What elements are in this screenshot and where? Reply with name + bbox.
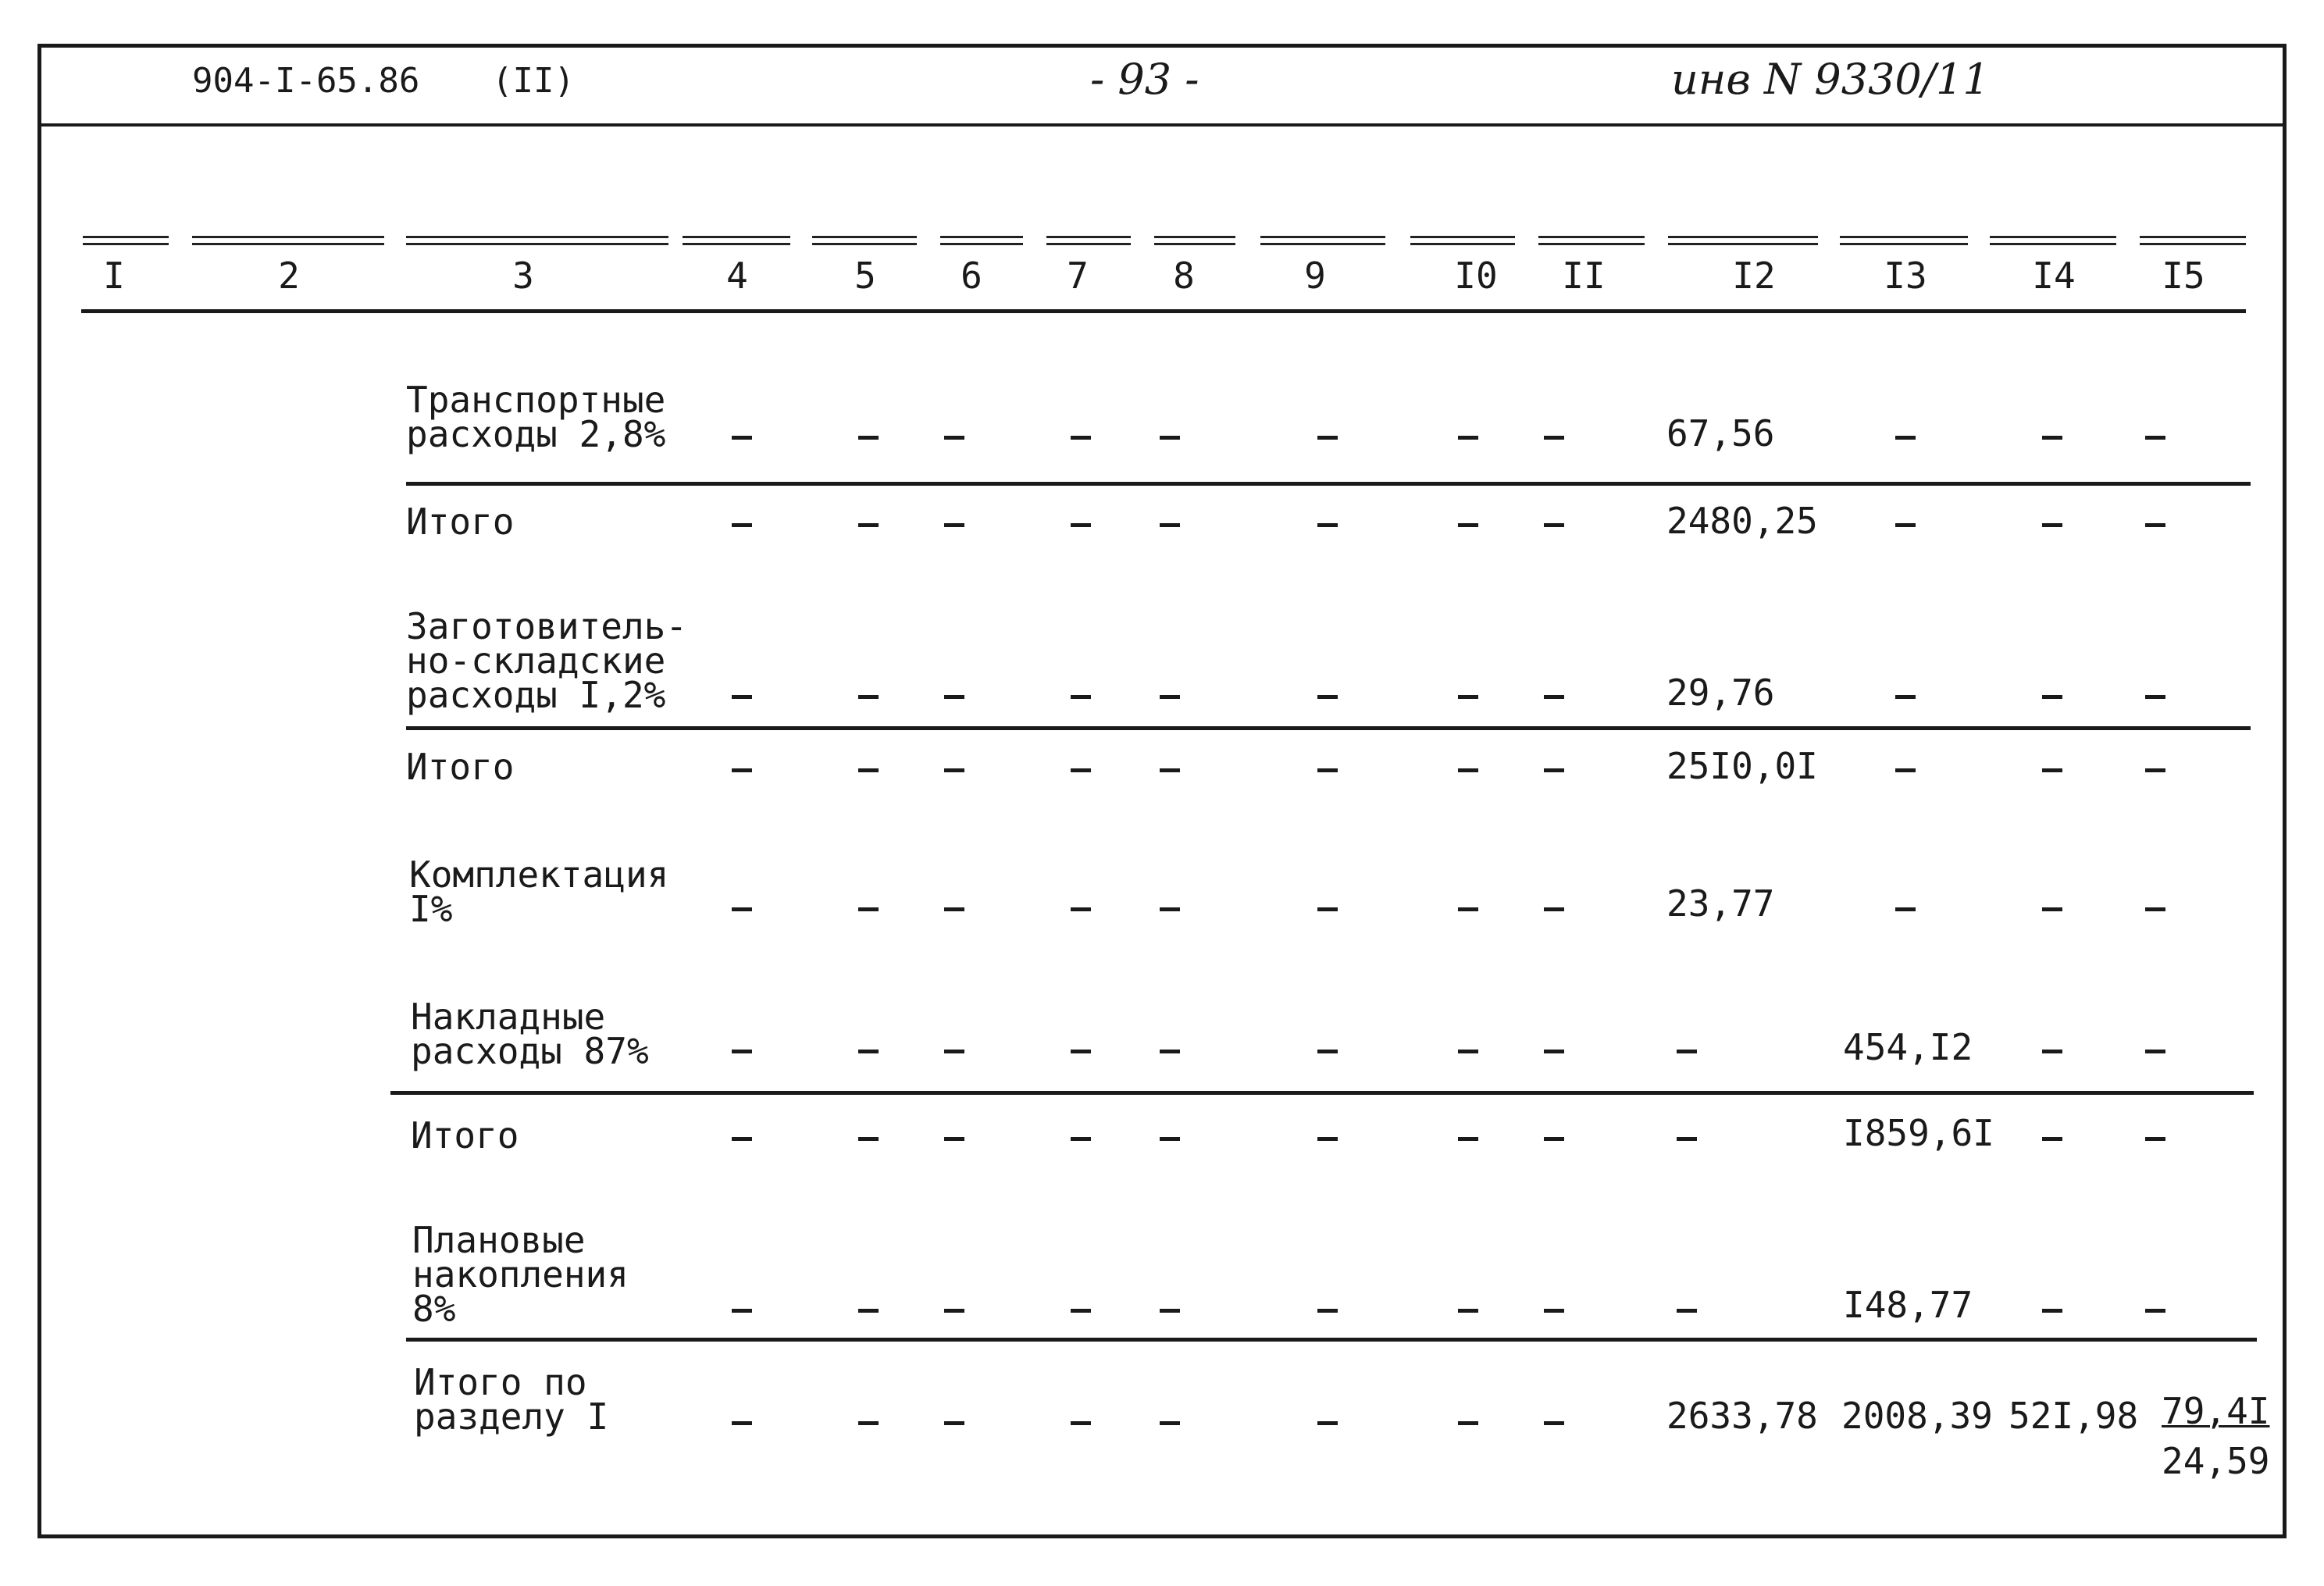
empty-cell-dash [1317,1137,1338,1141]
empty-cell-dash [1458,1137,1478,1141]
empty-cell-dash [1160,695,1180,699]
empty-cell-dash [1458,523,1478,527]
column-rule [1668,236,1818,245]
empty-cell-dash [2042,1050,2062,1053]
empty-cell-dash [1544,523,1564,527]
empty-cell-dash [1071,1309,1091,1313]
empty-cell-dash [732,907,752,911]
doc-part: (II) [492,61,575,101]
empty-cell-dash [1317,1050,1338,1053]
empty-cell-dash [2145,1137,2165,1141]
empty-cell-dash [1895,436,1916,440]
empty-cell-dash [858,1050,879,1053]
empty-cell-dash [1071,907,1091,911]
empty-cell-dash [1317,768,1338,772]
empty-cell-dash [1071,523,1091,527]
empty-cell-dash [1458,436,1478,440]
empty-cell-dash [858,768,879,772]
column-number: 8 [1173,255,1195,297]
empty-cell-dash [1458,1421,1478,1425]
doc-code: 904-I-65.86 [192,61,420,101]
column-number: II [1562,255,1606,297]
empty-cell-dash [1160,1137,1180,1141]
row-label: Итого [406,746,515,788]
empty-cell-dash [732,523,752,527]
empty-cell-dash [732,1421,752,1425]
empty-cell-dash [1677,1050,1697,1053]
empty-cell-dash [1317,1309,1338,1313]
empty-cell-dash [1317,436,1338,440]
row-label: Транспортные расходы 2,8% [406,379,666,455]
cell-col12: 2480,25 [1666,500,1818,542]
empty-cell-dash [1071,1421,1091,1425]
empty-cell-dash [858,436,879,440]
row-label: Заготовитель- но-складские расходы I,2% [406,605,688,716]
column-number: I4 [2032,255,2076,297]
empty-cell-dash [2042,436,2062,440]
empty-cell-dash [944,907,964,911]
column-rule [2140,236,2246,245]
row-label: Комплектация I% [409,854,669,930]
column-rule [812,236,917,245]
empty-cell-dash [858,523,879,527]
empty-cell-dash [1895,907,1916,911]
column-number: 5 [854,255,876,297]
empty-cell-dash [858,1309,879,1313]
column-number: I0 [1454,255,1498,297]
empty-cell-dash [1071,695,1091,699]
column-rule [406,236,668,245]
empty-cell-dash [1677,1137,1697,1141]
empty-cell-dash [2145,695,2165,699]
cell-col12: 67,56 [1666,412,1775,454]
empty-cell-dash [732,1137,752,1141]
empty-cell-dash [1317,523,1338,527]
row-label: Итого по разделу I [414,1361,609,1438]
column-rule [1046,236,1131,245]
column-number: 2 [278,255,300,297]
empty-cell-dash [944,436,964,440]
empty-cell-dash [1160,436,1180,440]
cell-col13: I859,6I [1843,1112,1994,1154]
empty-cell-dash [1458,695,1478,699]
empty-cell-dash [2042,523,2062,527]
column-number: 3 [512,255,534,297]
empty-cell-dash [2145,768,2165,772]
empty-cell-dash [1544,1421,1564,1425]
empty-cell-dash [2145,1050,2165,1053]
empty-cell-dash [858,907,879,911]
empty-cell-dash [1317,907,1338,911]
empty-cell-dash [2042,768,2062,772]
column-rule [683,236,790,245]
empty-cell-dash [944,695,964,699]
column-rule [192,236,384,245]
empty-cell-dash [944,1421,964,1425]
column-rule [1990,236,2116,245]
empty-cell-dash [1544,1137,1564,1141]
page-number: - 93 - [1090,55,1199,104]
empty-cell-dash [1544,1309,1564,1313]
empty-cell-dash [732,695,752,699]
cell-col12: 25I0,0I [1666,745,1818,787]
empty-cell-dash [1544,907,1564,911]
inventory-number: инв N 9330/11 [1671,55,1990,104]
empty-cell-dash [1160,1421,1180,1425]
empty-cell-dash [2145,1309,2165,1313]
row-label: Плановые накопления 8% [412,1219,629,1330]
empty-cell-dash [1544,436,1564,440]
empty-cell-dash [1544,695,1564,699]
empty-cell-dash [1160,523,1180,527]
row-label: Итого [411,1114,519,1157]
empty-cell-dash [1071,436,1091,440]
empty-cell-dash [858,1421,879,1425]
column-rule [1154,236,1235,245]
column-header-rule [81,309,2246,313]
empty-cell-dash [1071,1137,1091,1141]
empty-cell-dash [858,1137,879,1141]
row-label: Итого [406,501,515,543]
row-divider [406,1338,2257,1342]
column-rule [1538,236,1645,245]
cell-col13-total: 2008,39 [1841,1395,1993,1437]
empty-cell-dash [1895,768,1916,772]
empty-cell-dash [1895,523,1916,527]
cell-col15-denominator: 24,59 [2162,1440,2270,1482]
cell-col14-total: 52I,98 [2009,1395,2139,1437]
empty-cell-dash [2145,907,2165,911]
empty-cell-dash [732,1050,752,1053]
empty-cell-dash [1458,1309,1478,1313]
empty-cell-dash [732,768,752,772]
cell-col15-numerator: 79,4I [2162,1390,2270,1432]
empty-cell-dash [2042,1137,2062,1141]
row-label: Накладные расходы 87% [411,996,649,1072]
empty-cell-dash [732,1309,752,1313]
column-rule [940,236,1023,245]
column-number: I2 [1732,255,1776,297]
empty-cell-dash [1458,768,1478,772]
empty-cell-dash [1317,695,1338,699]
empty-cell-dash [1160,768,1180,772]
column-number: I3 [1884,255,1927,297]
empty-cell-dash [2042,695,2062,699]
header-divider [37,123,2287,127]
row-divider [390,1091,2254,1095]
empty-cell-dash [944,768,964,772]
empty-cell-dash [944,1050,964,1053]
column-number: I5 [2162,255,2205,297]
empty-cell-dash [858,695,879,699]
cell-col12-total: 2633,78 [1666,1395,1818,1437]
empty-cell-dash [1895,695,1916,699]
empty-cell-dash [944,1309,964,1313]
empty-cell-dash [732,436,752,440]
empty-cell-dash [2145,523,2165,527]
empty-cell-dash [1458,1050,1478,1053]
empty-cell-dash [1677,1309,1697,1313]
empty-cell-dash [1160,1309,1180,1313]
cell-col12: 23,77 [1666,882,1775,925]
column-number: I [103,255,125,297]
empty-cell-dash [1458,907,1478,911]
column-rule [83,236,169,245]
column-number: 6 [961,255,982,297]
empty-cell-dash [1160,1050,1180,1053]
empty-cell-dash [944,1137,964,1141]
column-rule [1410,236,1515,245]
empty-cell-dash [1071,768,1091,772]
empty-cell-dash [944,523,964,527]
column-rule [1260,236,1385,245]
empty-cell-dash [1071,1050,1091,1053]
empty-cell-dash [1317,1421,1338,1425]
empty-cell-dash [1160,907,1180,911]
column-number: 9 [1304,255,1326,297]
empty-cell-dash [1544,1050,1564,1053]
cell-col13: I48,77 [1843,1284,1973,1326]
row-divider [406,726,2251,730]
column-number: 4 [726,255,748,297]
cell-col13: 454,I2 [1843,1026,1973,1068]
column-number: 7 [1067,255,1089,297]
row-divider [406,482,2251,486]
column-rule [1840,236,1968,245]
empty-cell-dash [1544,768,1564,772]
empty-cell-dash [2042,907,2062,911]
cell-col12: 29,76 [1666,672,1775,714]
empty-cell-dash [2145,436,2165,440]
empty-cell-dash [2042,1309,2062,1313]
